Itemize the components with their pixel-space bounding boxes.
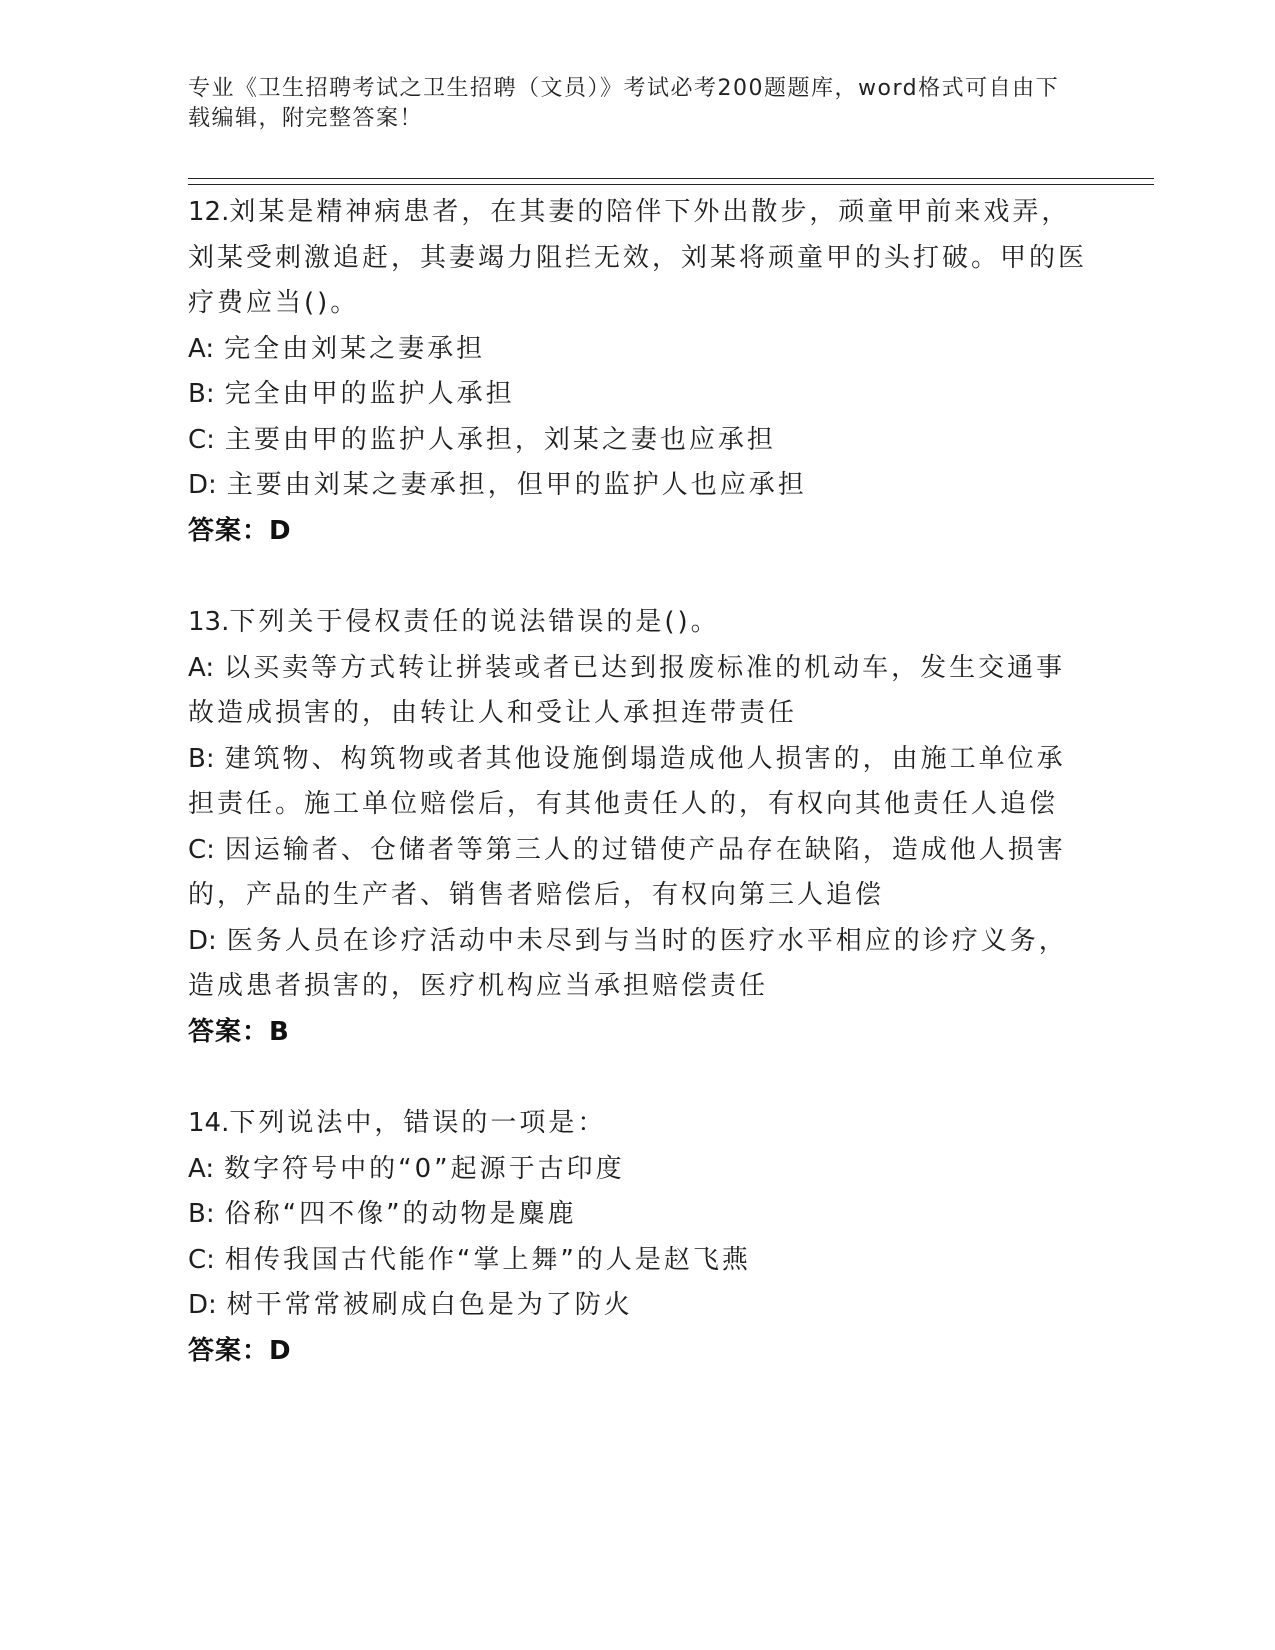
question-12 (188, 190, 1088, 554)
option-a (188, 327, 1088, 373)
option-c (188, 418, 1088, 464)
option-key: C: (188, 834, 215, 865)
answer-label: 答案：D (188, 1335, 292, 1366)
option-d (188, 1283, 1088, 1329)
question-number: 14. (188, 1108, 230, 1138)
option-key: A: (188, 652, 215, 683)
option-key: A: (188, 333, 215, 364)
option-key: A: (188, 1153, 215, 1184)
question-text: 刘某是精神病患者，在其妻的陪伴下外出散步，顽童甲前来戏弄，刘某受刺激追赶，其妻竭力阻拦无效，刘某将顽童甲的头打破。甲的医疗费应当()。 (188, 197, 1088, 318)
question-text: 下列说法中，错误的一项是： (229, 1108, 607, 1138)
question-number: 13. (188, 607, 230, 637)
option-text: 建筑物、构筑物或者其他设施倒塌造成他人损害的，由施工单位承担责任。施工单位赔偿后，有其他责任人的，有权向其他责任人追偿 (188, 743, 1066, 819)
option-a (188, 646, 1088, 737)
option-key: D: (188, 470, 217, 500)
option-text: 树干常常被刷成白色是为了防火 (226, 1290, 633, 1320)
option-b (188, 372, 1088, 418)
answer-label: 答案：B (188, 1016, 290, 1047)
option-text: 俗称“四不像”的动物是麋鹿 (224, 1199, 577, 1229)
question-14 (188, 1101, 1088, 1374)
option-a (188, 1147, 1088, 1193)
option-d (188, 919, 1088, 1010)
option-text: 完全由刘某之妻承担 (224, 333, 486, 364)
question-number: 12. (188, 197, 230, 227)
option-c (188, 828, 1088, 919)
option-text: 医务人员在诊疗活动中未尽到与当时的医疗水平相应的诊疗义务，造成患者损害的，医疗机构应当承担赔偿责任 (188, 925, 1068, 1001)
option-key: C: (188, 424, 215, 455)
header-divider-bottom (188, 184, 1154, 185)
question-stem (188, 1101, 1088, 1147)
option-text: 相传我国古代能作“掌上舞”的人是赵飞燕 (224, 1244, 751, 1275)
option-key: D: (188, 925, 217, 956)
questions-list (188, 190, 1088, 1374)
question-text: 下列关于侵权责任的说法错误的是()。 (229, 607, 720, 637)
question-stem (188, 600, 1088, 646)
option-b (188, 1192, 1088, 1238)
option-d (188, 463, 1088, 509)
option-key: B: (188, 1199, 215, 1229)
document-header: 专业《卫生招聘考试之卫生招聘（文员）》考试必考200题题库，word格式可自由下载编辑，附完整答案！ (188, 76, 1060, 131)
option-b (188, 737, 1088, 828)
answer-label: 答案：D (188, 515, 292, 546)
option-key: B: (188, 379, 215, 409)
option-text: 主要由刘某之妻承担，但甲的监护人也应承担 (226, 470, 807, 500)
option-text: 主要由甲的监护人承担，刘某之妻也应承担 (224, 424, 776, 455)
option-key: C: (188, 1244, 215, 1275)
option-c (188, 1238, 1088, 1284)
option-key: B: (188, 743, 215, 774)
option-text: 以买卖等方式转让拼装或者已达到报废标准的机动车，发生交通事故造成损害的，由转让人和受让人承担连带责任 (188, 652, 1066, 728)
header-divider-top (188, 178, 1154, 179)
option-text: 因运输者、仓储者等第三人的过错使产品存在缺陷，造成他人损害的，产品的生产者、销售者赔偿后，有权向第三人追偿 (188, 834, 1066, 910)
option-text: 完全由甲的监护人承担 (224, 379, 515, 409)
question-stem (188, 190, 1088, 327)
option-key: D: (188, 1290, 217, 1320)
question-13 (188, 600, 1088, 1055)
option-text: 数字符号中的“0”起源于古印度 (224, 1153, 625, 1184)
